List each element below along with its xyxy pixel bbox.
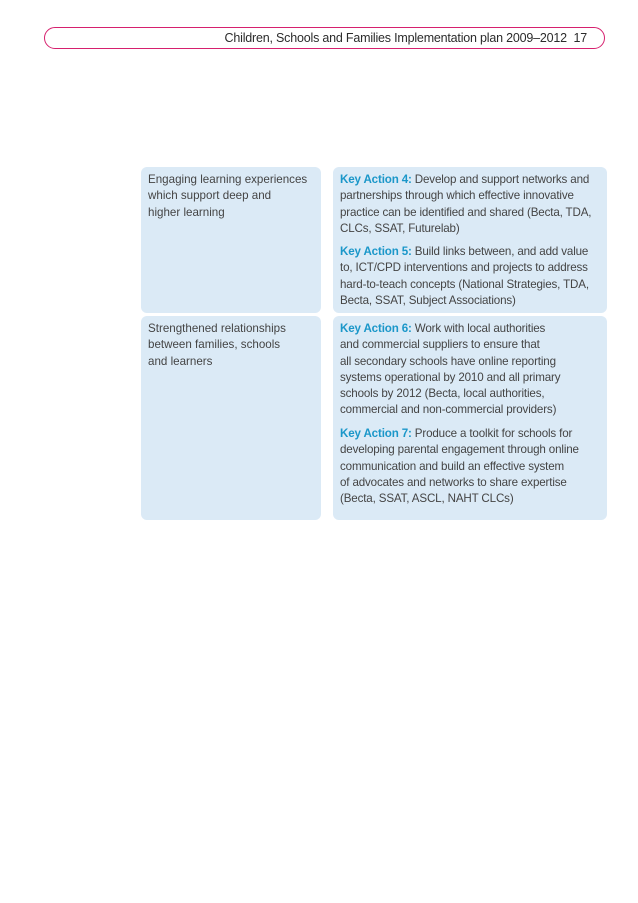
outcome-text: [148, 321, 316, 370]
outcome-line: and learners: [148, 354, 213, 368]
key-action-label: Key Action 4:: [340, 173, 412, 186]
key-action-line: practice can be identified and shared (Becta, TDA,: [340, 205, 592, 219]
outcome-line: Strengthened relationships: [148, 322, 286, 335]
key-action-5: [340, 244, 605, 309]
key-action-4: [340, 172, 605, 237]
key-action-line: [340, 244, 605, 260]
key-action-line: commercial and non-commercial providers): [340, 403, 557, 417]
key-action-line: all secondary schools have online reporting: [340, 354, 556, 368]
key-action-text: Produce a toolkit for schools for: [411, 427, 573, 440]
key-action-text: Develop and support networks and: [411, 173, 590, 186]
key-action-label: Key Action 6:: [340, 322, 412, 335]
page-number: 17: [573, 31, 587, 45]
key-action-line: and commercial suppliers to ensure that: [340, 338, 540, 352]
key-action-line: Becta, SSAT, Subject Associations): [340, 293, 516, 307]
key-action-line: CLCs, SSAT, Futurelab): [340, 221, 460, 235]
key-action-label: Key Action 7:: [340, 427, 412, 440]
key-action-label: Key Action 5:: [340, 245, 412, 258]
key-action-7: [340, 426, 605, 507]
actions-cell-strengthened-relationships: [333, 316, 607, 520]
key-action-line: communication and build an effective system: [340, 459, 565, 473]
outcome-line: Engaging learning experiences: [148, 173, 308, 186]
outcome-line: between families, schools: [148, 338, 281, 352]
key-action-line: of advocates and networks to share expertise: [340, 475, 567, 489]
key-action-text: Work with local authorities: [411, 322, 546, 335]
key-action-line: partnerships through which effective innovative: [340, 189, 574, 203]
actions-cell-engaging-learning: [333, 167, 607, 313]
outcome-text: [148, 172, 316, 221]
page-header: [44, 27, 605, 49]
key-action-line: schools by 2012 (Becta, local authorities,: [340, 387, 545, 401]
key-action-line: to, ICT/CPD interventions and projects to address: [340, 261, 588, 275]
document-title: Children, Schools and Families Implementation plan 2009–2012: [224, 31, 567, 45]
outcome-cell-engaging-learning: [141, 167, 321, 313]
outcome-cell-strengthened-relationships: [141, 316, 321, 520]
key-action-line: systems operational by 2010 and all primary: [340, 370, 561, 384]
key-action-line: [340, 321, 605, 337]
outcome-line: which support deep and: [148, 189, 272, 203]
key-action-line: [340, 172, 605, 188]
running-header: [225, 31, 587, 45]
key-action-line: [340, 426, 605, 442]
outcome-line: higher learning: [148, 205, 225, 219]
key-action-line: (Becta, SSAT, ASCL, NAHT CLCs): [340, 492, 514, 506]
key-action-line: developing parental engagement through online: [340, 443, 579, 457]
key-action-6: [340, 321, 605, 419]
key-action-line: hard-to-teach concepts (National Strategies, TDA,: [340, 277, 589, 291]
key-action-text: Build links between, and add value: [411, 245, 589, 258]
